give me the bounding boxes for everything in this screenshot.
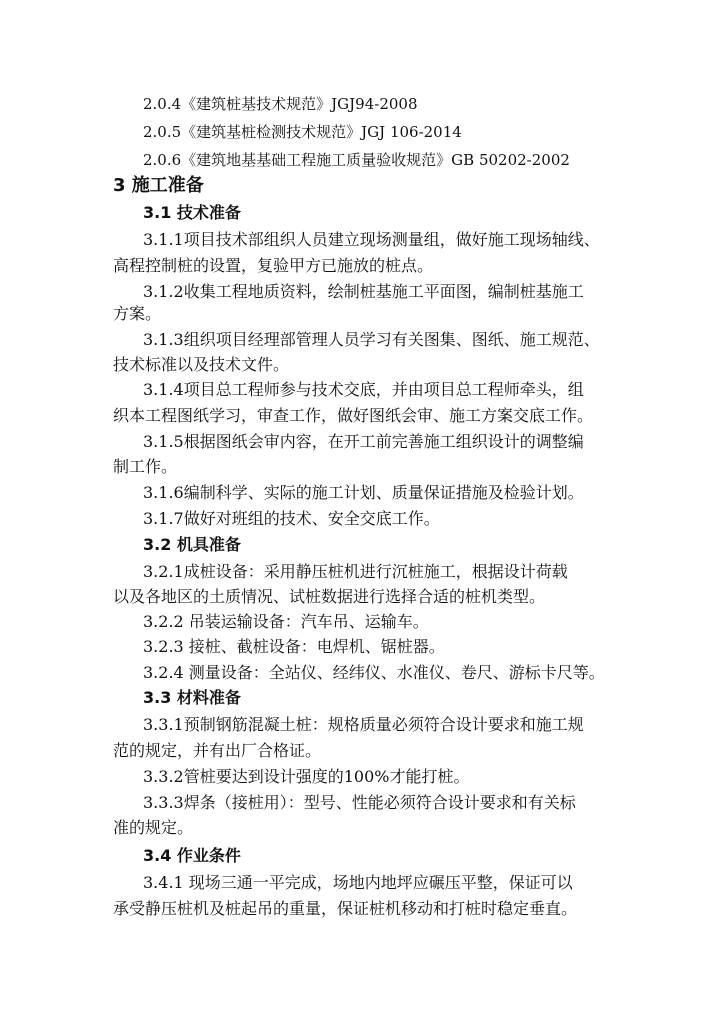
paragraph-3-2-4: 3.2.4 测量设备：全站仪、经纬仪、水准仪、卷尺、游标卡尺等。 bbox=[143, 663, 605, 682]
section-heading-3-2: 3.2 机具准备 bbox=[143, 535, 241, 554]
paragraph-3-1-5-line1: 3.1.5根据图纸会审内容，在开工前完善施工组织设计的调整编 bbox=[143, 432, 584, 451]
paragraph-3-1-2-line1: 3.1.2收集工程地质资料，绘制桩基施工平面图，编制桩基施工 bbox=[143, 282, 584, 301]
paragraph-3-2-1-line2: 以及各地区的土质情况、试桩数据进行选择合适的桩机类型。 bbox=[113, 587, 546, 606]
paragraph-3-3-1-line1: 3.3.1预制钢筋混凝土桩：规格质量必须符合设计要求和施工规 bbox=[143, 715, 584, 734]
paragraph-3-1-1-line2: 高程控制桩的设置，复验甲方已施放的桩点。 bbox=[113, 256, 434, 275]
reference-2-0-6: 2.0.6《建筑地基基础工程施工质量验收规范》GB 50202-2002 bbox=[143, 151, 570, 169]
paragraph-3-4-1-line2: 承受静压桩机及桩起吊的重量，保证桩机移动和打桩时稳定垂直。 bbox=[113, 899, 578, 918]
paragraph-3-3-3-line1: 3.3.3焊条（接桩用）：型号、性能必须符合设计要求和有关标 bbox=[143, 793, 576, 812]
paragraph-3-1-5-line2: 制工作。 bbox=[113, 457, 178, 476]
paragraph-3-1-2-line2: 方案。 bbox=[113, 304, 162, 323]
paragraph-3-2-2: 3.2.2 吊装运输设备：汽车吊、运输车。 bbox=[143, 612, 429, 631]
paragraph-3-2-1-line1: 3.2.1成桩设备：采用静压桩机进行沉桩施工，根据设计荷载 bbox=[143, 562, 568, 581]
paragraph-3-1-4-line1: 3.1.4项目总工程师参与技术交底，并由项目总工程师牵头，组 bbox=[143, 380, 584, 399]
reference-2-0-4: 2.0.4《建筑桩基技术规范》JGJ94-2008 bbox=[143, 95, 418, 113]
paragraph-3-4-1-line1: 3.4.1 现场三通一平完成，场地内地坪应碾压平整，保证可以 bbox=[143, 873, 573, 892]
section-heading-3-4: 3.4 作业条件 bbox=[143, 846, 241, 865]
section-heading-3-1: 3.1 技术准备 bbox=[143, 203, 241, 222]
paragraph-3-3-1-line2: 范的规定，并有出厂合格证。 bbox=[113, 741, 322, 760]
paragraph-3-2-3: 3.2.3 接桩、截桩设备：电焊机、锯桩器。 bbox=[143, 637, 445, 656]
paragraph-3-1-4-line2: 织本工程图纸学习，审查工作，做好图纸会审、施工方案交底工作。 bbox=[113, 406, 594, 425]
reference-2-0-5: 2.0.5《建筑基桩检测技术规范》JGJ 106-2014 bbox=[143, 123, 462, 141]
paragraph-3-1-3-line1: 3.1.3组织项目经理部管理人员学习有关图集、图纸、施工规范、 bbox=[143, 330, 600, 349]
paragraph-3-1-3-line2: 技术标准以及技术文件。 bbox=[113, 355, 290, 374]
paragraph-3-1-1-line1: 3.1.1项目技术部组织人员建立现场测量组，做好施工现场轴线、 bbox=[143, 230, 600, 249]
paragraph-3-1-7: 3.1.7做好对班组的技术、安全交底工作。 bbox=[143, 509, 440, 528]
paragraph-3-1-6: 3.1.6编制科学、实际的施工计划、质量保证措施及检验计划。 bbox=[143, 483, 584, 502]
paragraph-3-3-3-line2: 准的规定。 bbox=[113, 818, 194, 837]
paragraph-3-3-2: 3.3.2管桩要达到设计强度的100%才能打桩。 bbox=[143, 767, 470, 786]
section-heading-3-3: 3.3 材料准备 bbox=[143, 688, 241, 707]
chapter-heading: 3 施工准备 bbox=[113, 175, 204, 196]
